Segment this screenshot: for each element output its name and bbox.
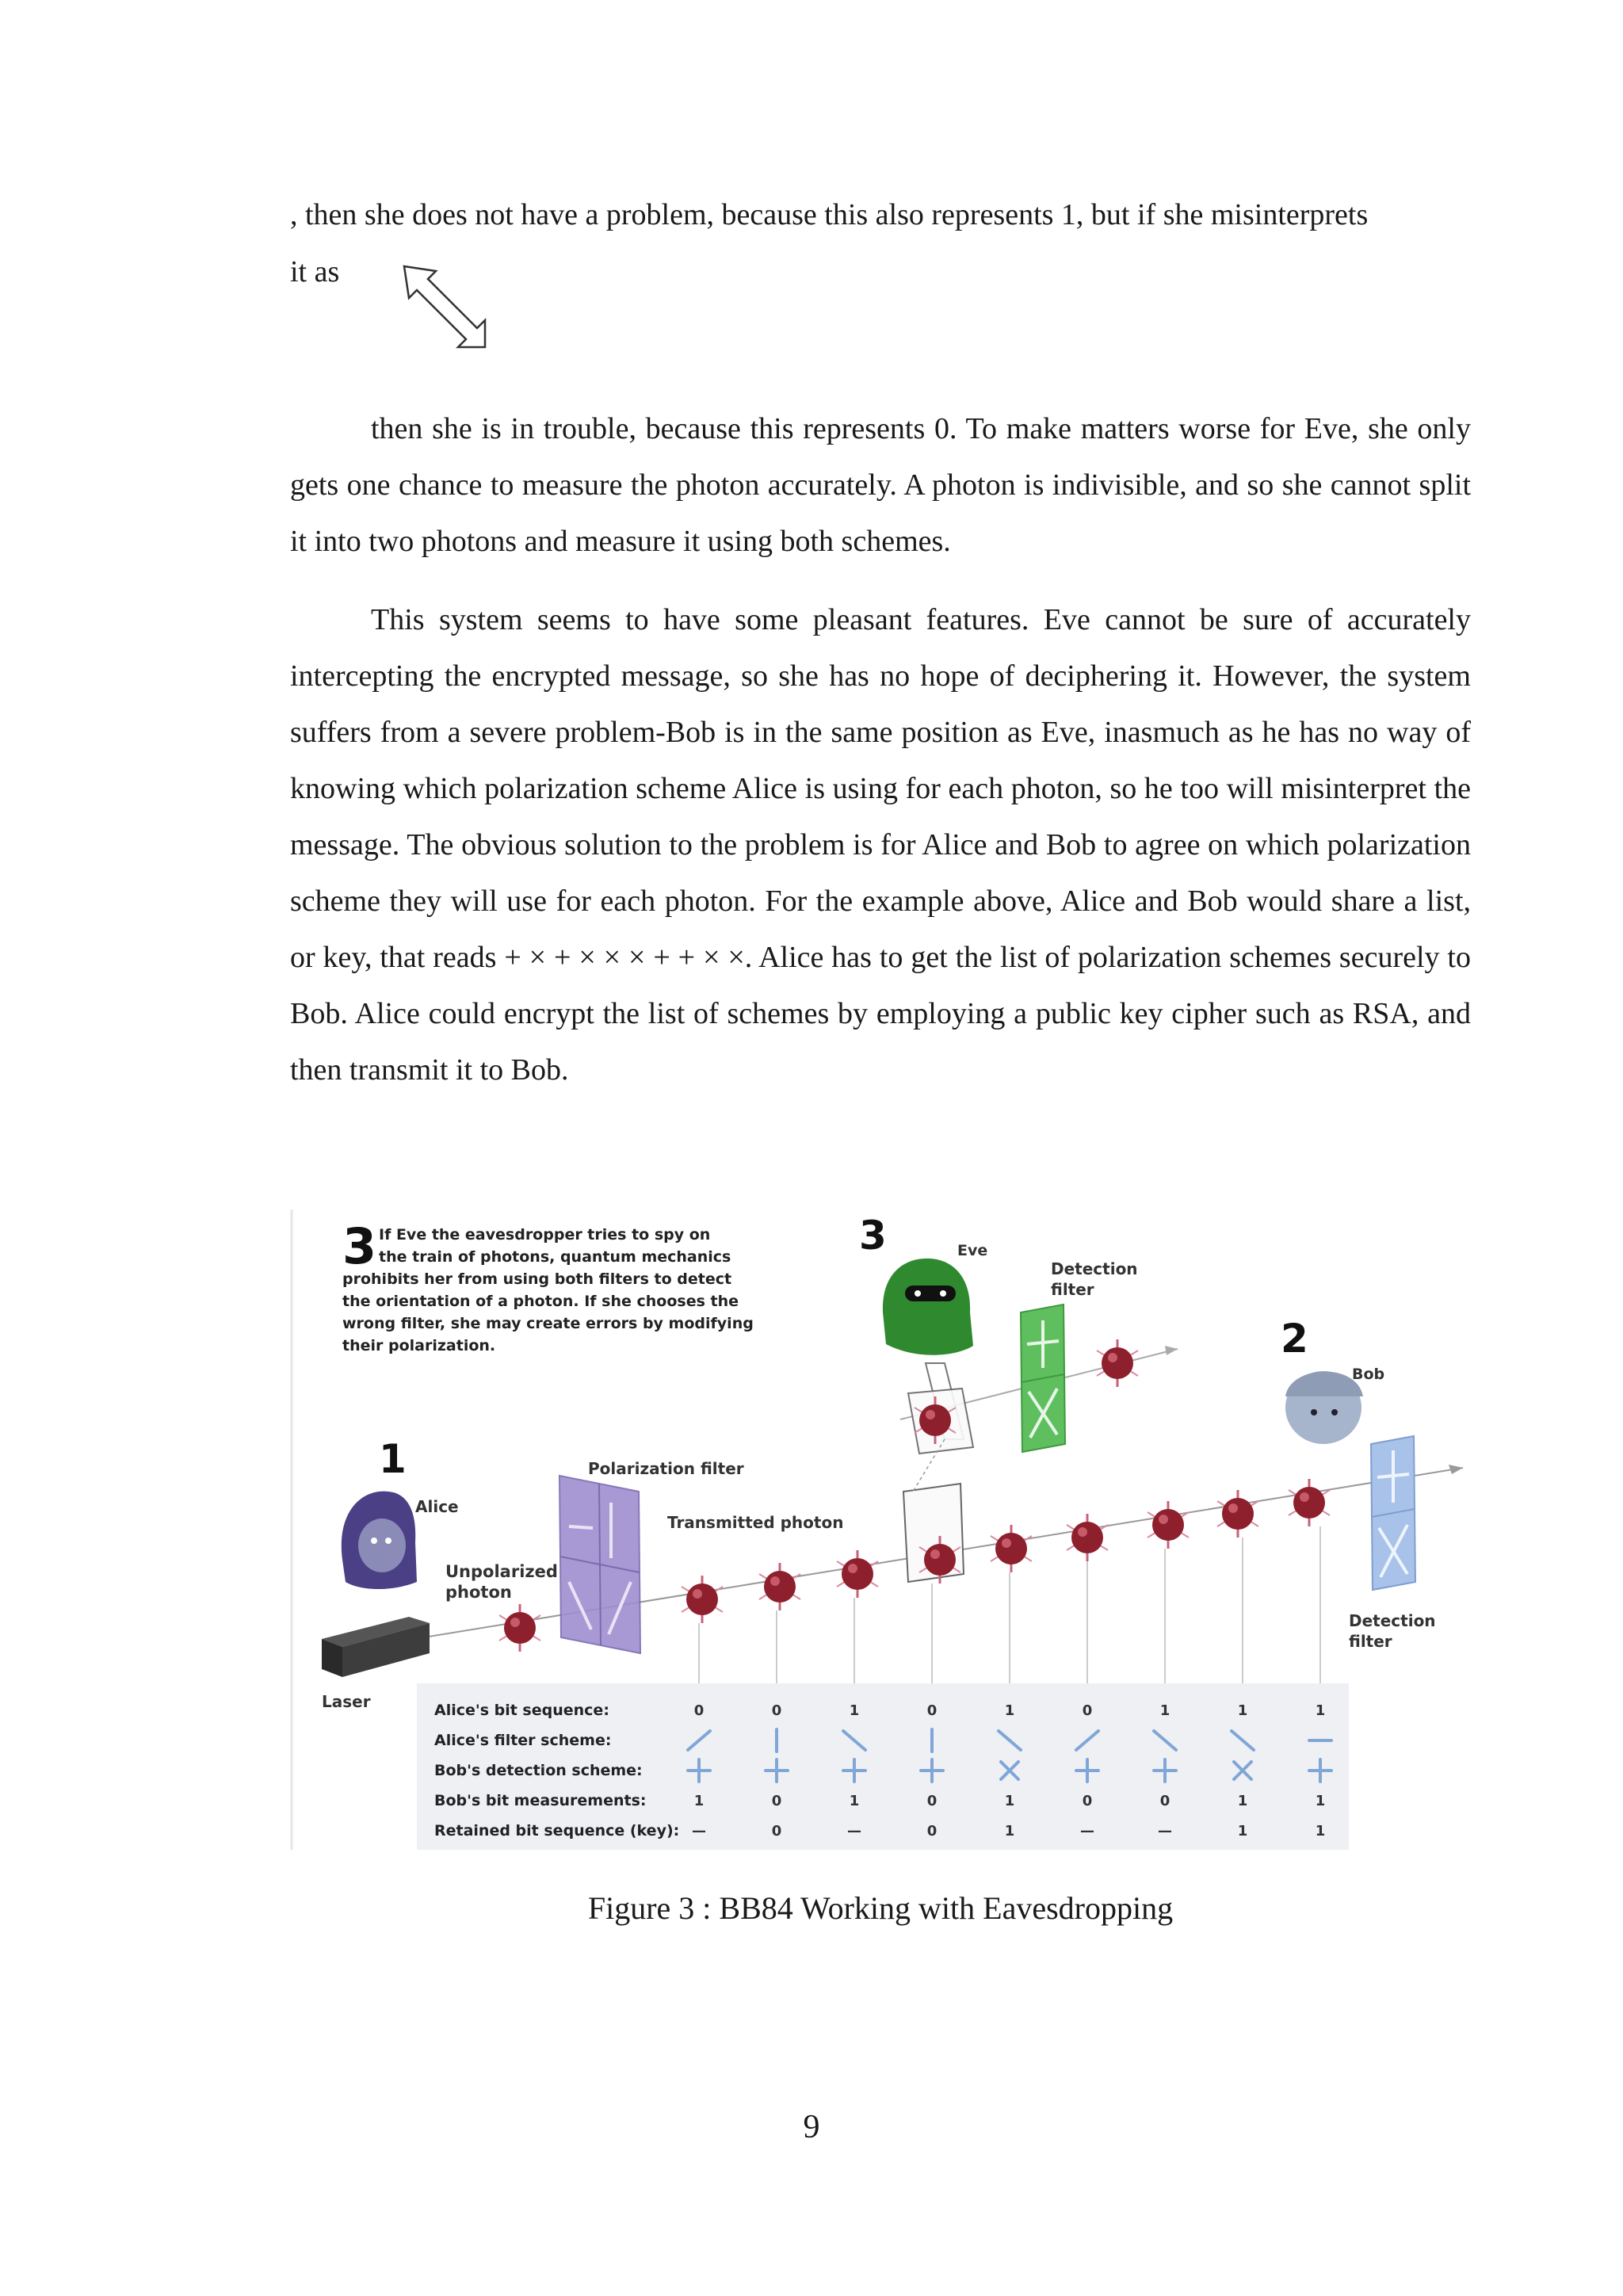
table-cell: — — [847, 1823, 861, 1839]
table-cell: 0 — [771, 1702, 782, 1719]
table-cell: 0 — [1082, 1793, 1093, 1809]
table-row-label: Bob's bit measurements: — [434, 1792, 647, 1809]
table-cell: 1 — [1004, 1702, 1015, 1719]
paragraph-eve-trouble: then she is in trouble, because this represents 0. To make matters worse for Eve, she only gets one chance to measure the photon accurately. A photon is indivisible, and so she cannot split it into two photons and measure it using both schemes. — [290, 412, 1471, 558]
step1-number: 1 — [379, 1436, 407, 1482]
table-cell: 0 — [926, 1702, 938, 1719]
bob-label: Bob — [1352, 1366, 1385, 1383]
bob-detection-label-1: Detection — [1349, 1611, 1436, 1630]
table-cell: 1 — [1004, 1823, 1015, 1839]
table-cell: 0 — [693, 1702, 705, 1719]
table-cell: 0 — [771, 1823, 782, 1839]
polarization-filter-label: Polarization filter — [588, 1459, 744, 1478]
table-row-label: Bob's detection scheme: — [434, 1762, 643, 1779]
table-cell: — — [1080, 1823, 1094, 1839]
eve-label: Eve — [957, 1242, 988, 1259]
table-cell: 1 — [849, 1702, 860, 1719]
eve-detection-filter-icon — [1021, 1305, 1065, 1452]
step3-number: 3 — [342, 1217, 377, 1275]
table-cell: 0 — [1082, 1702, 1093, 1719]
polarization-filter-icon — [559, 1476, 640, 1653]
table-cell: 1 — [1159, 1702, 1170, 1719]
eve-detection-label-2: filter — [1051, 1280, 1094, 1299]
step3-line: If Eve the eavesdropper tries to spy on — [379, 1226, 711, 1244]
transmitted-photon-label: Transmitted photon — [667, 1513, 844, 1532]
table-row-label: Alice's filter scheme: — [434, 1732, 612, 1749]
step3-line: prohibits her from using both filters to detect — [342, 1270, 732, 1288]
unpolarized-label-1: Unpolarized — [445, 1562, 558, 1581]
step3-line: wrong filter, she may create errors by modifying — [342, 1315, 754, 1332]
page-number: 9 — [803, 2109, 820, 2145]
table-cell: 1 — [1237, 1702, 1248, 1719]
table-cell: 0 — [926, 1823, 938, 1839]
table-cell: — — [692, 1823, 706, 1839]
table-cell: 1 — [1315, 1702, 1326, 1719]
laser-label: Laser — [322, 1692, 371, 1711]
bob-detection-filter-icon — [1371, 1436, 1415, 1590]
alice-label: Alice — [415, 1497, 459, 1516]
eve-detection-label-1: Detection — [1051, 1259, 1138, 1278]
step3-line: the train of photons, quantum mechanics — [379, 1248, 731, 1266]
table-row-label: Retained bit sequence (key): — [434, 1822, 680, 1839]
figure-caption: Figure 3 : BB84 Working with Eavesdropping — [587, 1890, 1174, 1926]
table-cell: 1 — [1237, 1793, 1248, 1809]
table-cell: — — [1158, 1823, 1172, 1839]
bb84-eavesdropping-figure — [290, 1209, 1471, 1850]
table-cell: 1 — [1315, 1823, 1326, 1839]
step3-figure-number: 3 — [859, 1213, 887, 1259]
unpolarized-label-2: photon — [445, 1583, 512, 1602]
bob-detection-label-2: filter — [1349, 1632, 1392, 1651]
table-cell: 1 — [1315, 1793, 1326, 1809]
table-cell: 1 — [1004, 1793, 1015, 1809]
paragraph-continued: , then she does not have a problem, because this also represents 1, but if she misinterprets — [290, 198, 1369, 231]
table-cell: 0 — [926, 1793, 938, 1809]
table-cell: 1 — [849, 1793, 860, 1809]
table-cell: 0 — [771, 1793, 782, 1809]
table-cell: 0 — [1159, 1793, 1170, 1809]
diagonal-double-arrow-icon — [401, 263, 488, 350]
table-row-label: Alice's bit sequence: — [434, 1702, 609, 1719]
table-cell: 1 — [1237, 1823, 1248, 1839]
step2-number: 2 — [1281, 1316, 1308, 1362]
step3-line: their polarization. — [342, 1337, 496, 1354]
paragraph-continued-tail: it as — [290, 255, 340, 288]
step3-line: the orientation of a photon. If she chooses the — [342, 1293, 739, 1310]
table-cell: 1 — [693, 1793, 705, 1809]
paragraph-system-features: This system seems to have some pleasant features. Eve cannot be sure of accurately intercepting the encrypted message, so she has no hope of deciphering it. However, the system suffers from a severe problem-Bob is in the same position as Eve, inasmuch as he has no way of knowing which polarization scheme Alice is using for each photon, so he too will misinterpret the message. The obvious solution to the problem is for Alice and Bob to agree on which polarization scheme they will use for each photon. For the example above, Alice and Bob would share a list, or key, that reads + × + × × × + + × ×. Alice has to get the list of polarization schemes securely to Bob. Alice could encrypt the list of schemes by employing a public key cipher such as RSA, and then transmit it to Bob. — [290, 603, 1471, 1087]
